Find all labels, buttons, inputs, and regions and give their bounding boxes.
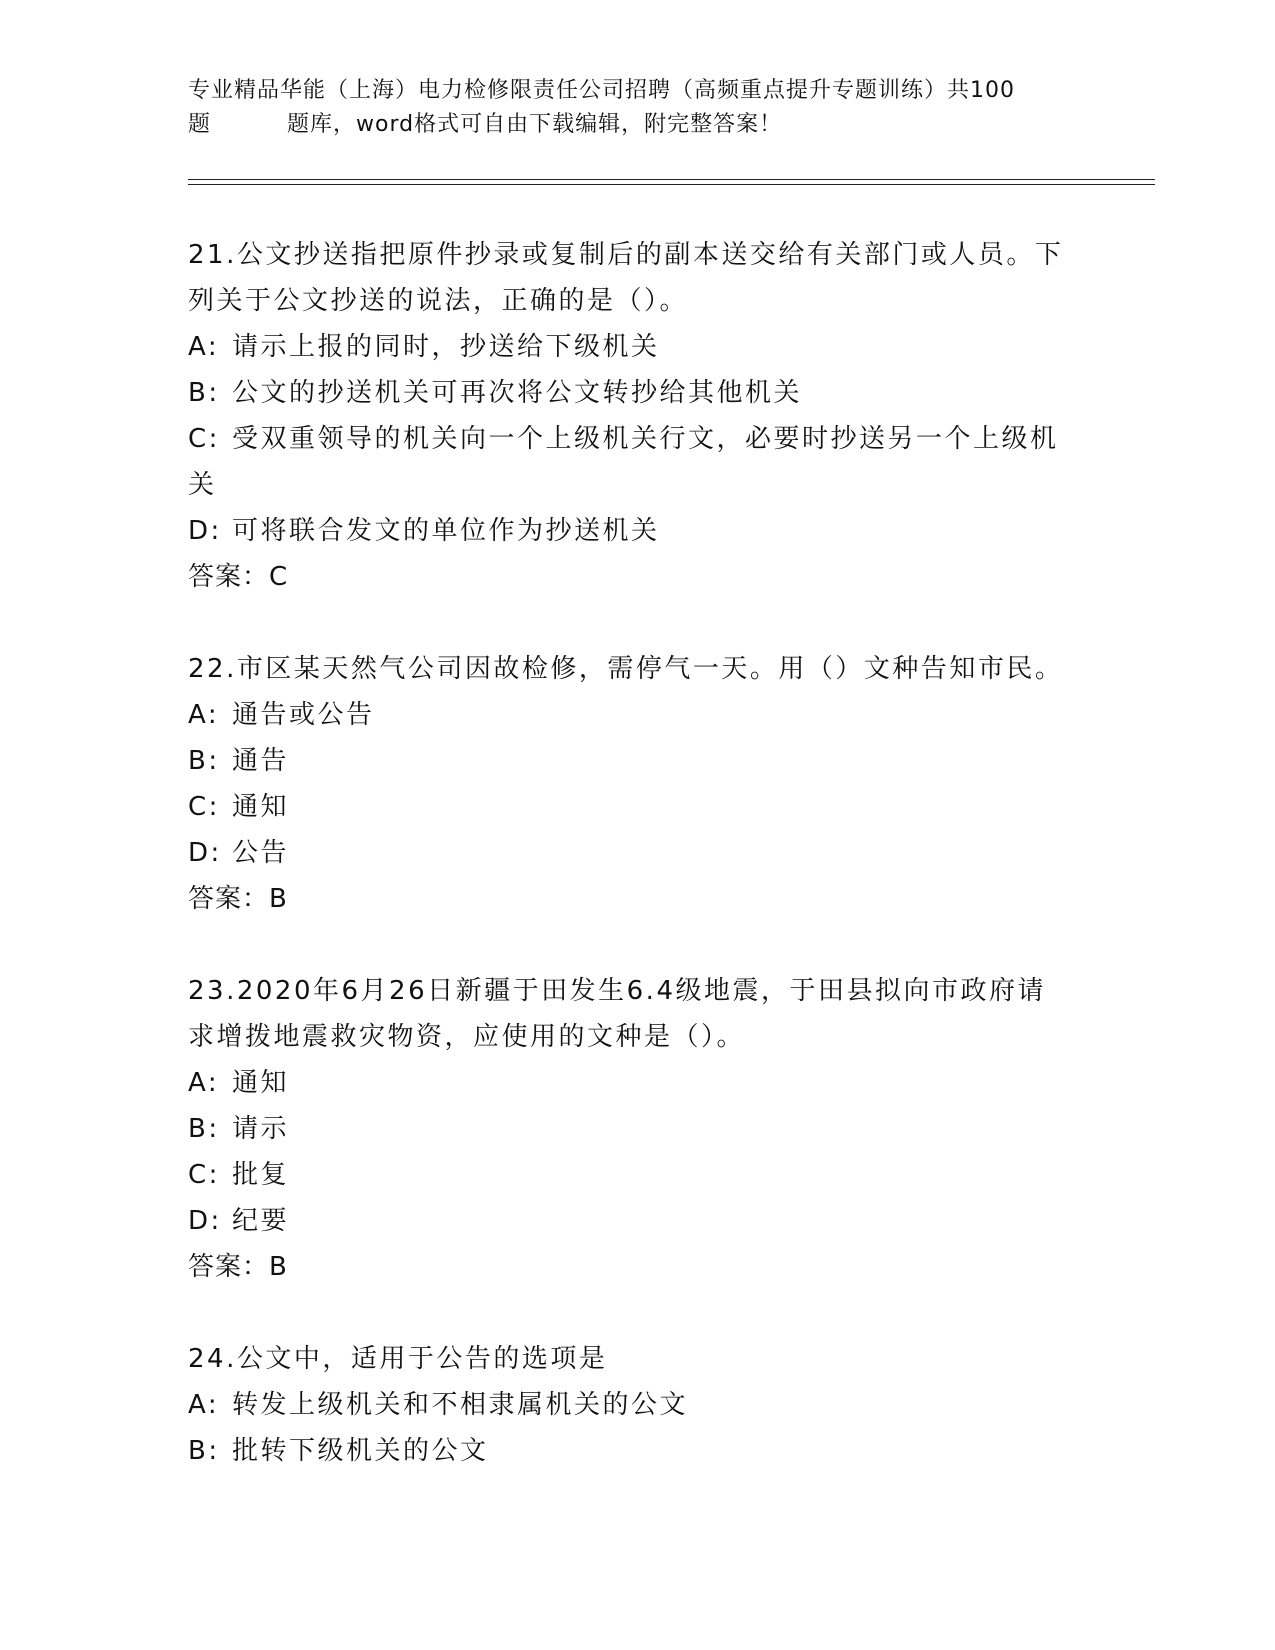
header-line-1: 专业精品华能（上海）电力检修限责任公司招聘（高频重点提升专题训练）共100 xyxy=(188,78,1015,103)
option-label: A: xyxy=(188,332,220,362)
option-label: A: xyxy=(188,1068,220,1098)
question-block xyxy=(188,1336,1078,1474)
option-label: C: xyxy=(188,792,220,822)
answer-key: 答案：C xyxy=(188,562,289,592)
option-label: D: xyxy=(188,838,222,868)
question-stem: 24.公文中，适用于公告的选项是 xyxy=(188,1344,608,1374)
header-line-2-right: 题库，word格式可自由下载编辑，附完整答案！ xyxy=(287,112,783,137)
answer-option xyxy=(188,324,1078,370)
question-stem: 求增拨地震救灾物资，应使用的文种是（）。 xyxy=(188,1022,746,1052)
answer-option xyxy=(188,830,1078,876)
answer-option xyxy=(188,1106,1078,1152)
question-block xyxy=(188,232,1078,646)
answer-option xyxy=(188,416,1078,462)
option-text: 通知 xyxy=(232,792,290,822)
option-label: A: xyxy=(188,1390,220,1420)
question-stem: 23.2020年6月26日新疆于田发生6.4级地震，于田县拟向市政府请 xyxy=(188,976,1046,1006)
option-text: 转发上级机关和不相隶属机关的公文 xyxy=(232,1390,689,1420)
option-label: B: xyxy=(188,378,220,408)
answer-option xyxy=(188,1060,1078,1106)
option-text: 批转下级机关的公文 xyxy=(232,1436,489,1466)
answer-key: 答案：B xyxy=(188,884,288,914)
option-label: B: xyxy=(188,1436,220,1466)
answer-option xyxy=(188,784,1078,830)
option-label: D: xyxy=(188,1206,222,1236)
answer-option xyxy=(188,1198,1078,1244)
header-divider-bottom xyxy=(188,184,1155,185)
option-label: C: xyxy=(188,424,220,454)
answer-option xyxy=(188,738,1078,784)
option-text: 公告 xyxy=(232,838,290,868)
option-text: 请示 xyxy=(232,1114,290,1144)
header-divider-top xyxy=(188,179,1155,180)
answer-option xyxy=(188,508,1078,554)
option-label: A: xyxy=(188,700,220,730)
option-label: B: xyxy=(188,1114,220,1144)
answer-option xyxy=(188,370,1078,416)
option-text: 可将联合发文的单位作为抄送机关 xyxy=(232,516,660,546)
question-stem: 列关于公文抄送的说法，正确的是（）。 xyxy=(188,286,689,316)
option-text: 通知 xyxy=(232,1068,290,1098)
document-header xyxy=(188,74,1088,142)
option-text: 通告 xyxy=(232,746,290,776)
option-label: B: xyxy=(188,746,220,776)
answer-option xyxy=(188,462,1078,508)
question-list xyxy=(188,232,1078,1474)
option-text: 批复 xyxy=(232,1160,290,1190)
question-block xyxy=(188,968,1078,1336)
question-spacer xyxy=(188,1290,1078,1336)
question-stem: 22.市区某天然气公司因故检修，需停气一天。用（）文种告知市民。 xyxy=(188,654,1064,684)
answer-option xyxy=(188,692,1078,738)
header-line-2 xyxy=(188,108,1088,142)
header-line-2-left: 题 xyxy=(188,112,212,137)
option-label: D: xyxy=(188,516,222,546)
option-text: 受双重领导的机关向一个上级机关行文，必要时抄送另一个上级机 xyxy=(232,424,1059,454)
answer-option xyxy=(188,1152,1078,1198)
answer-option xyxy=(188,1382,1078,1428)
answer-key: 答案：B xyxy=(188,1252,288,1282)
answer-option xyxy=(188,1428,1078,1474)
option-text: 纪要 xyxy=(232,1206,290,1236)
option-label: C: xyxy=(188,1160,220,1190)
option-text: 公文的抄送机关可再次将公文转抄给其他机关 xyxy=(232,378,803,408)
question-spacer xyxy=(188,600,1078,646)
question-spacer xyxy=(188,922,1078,968)
option-text: 通告或公告 xyxy=(232,700,375,730)
question-block xyxy=(188,646,1078,968)
question-stem: 21.公文抄送指把原件抄录或复制后的副本送交给有关部门或人员。下 xyxy=(188,240,1064,270)
option-text: 关 xyxy=(188,470,217,500)
option-text: 请示上报的同时，抄送给下级机关 xyxy=(232,332,660,362)
